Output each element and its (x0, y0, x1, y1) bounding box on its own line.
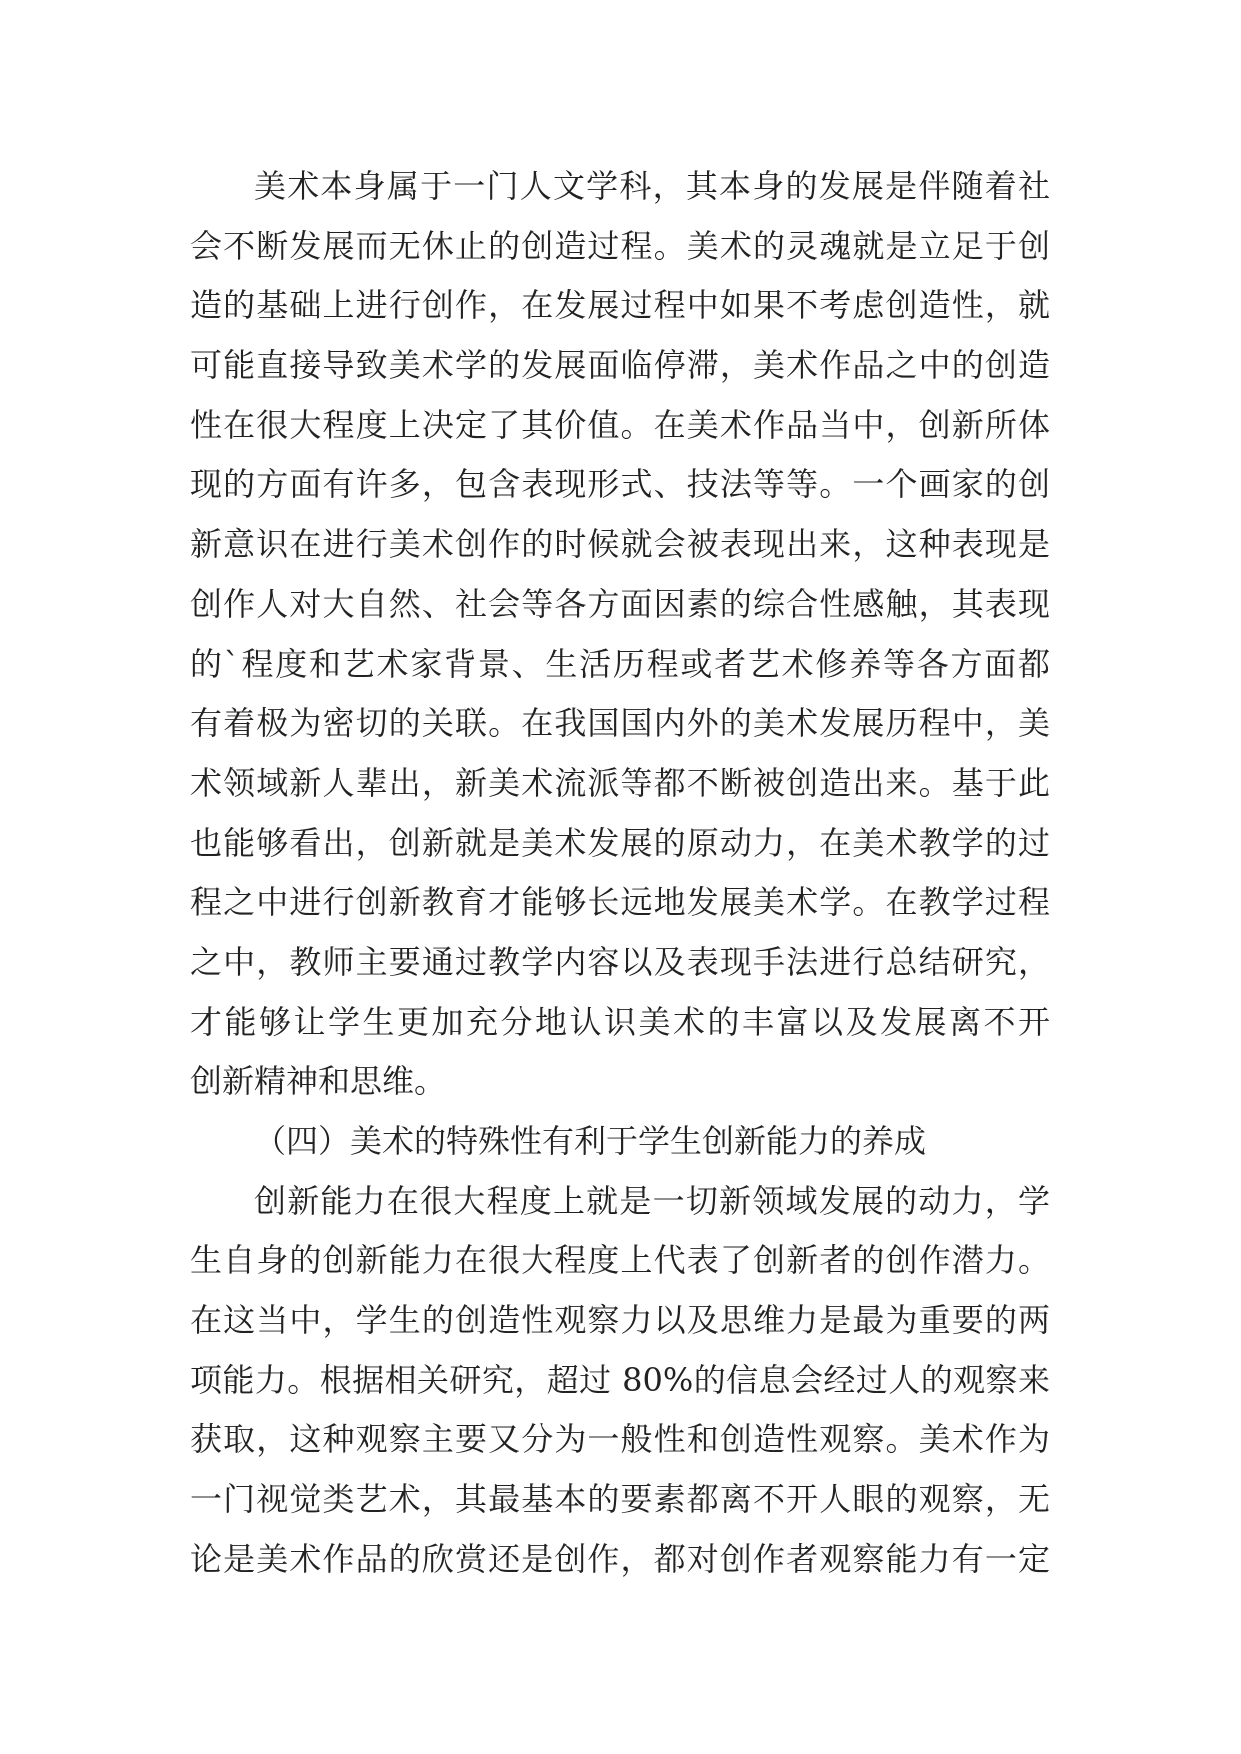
document-body (190, 157, 1050, 1590)
paragraph-1-line: 会不断发展而无休止的创造过程。美术的灵魂就是立足于创 (190, 226, 1050, 265)
paragraph-2-line: 一门视觉类艺术，其最基本的要素都离不开人眼的观察，无 (190, 1480, 1050, 1519)
paragraph-2-line: 在这当中，学生的创造性观察力以及思维力是最为重要的两 (190, 1301, 1050, 1340)
paragraph-1-line: 才能够让学生更加充分地认识美术的丰富以及发展离不开 (190, 1002, 1050, 1041)
section-heading: （四）美术的特殊性有利于学生创新能力的养成 (254, 1122, 927, 1160)
paragraph-1-line: 新意识在进行美术创作的时候就会被表现出来，这种表现是 (190, 525, 1050, 564)
paragraph-1-line: 术领域新人辈出，新美术流派等都不断被创造出来。基于此 (190, 763, 1050, 802)
paragraph-2-line: 论是美术作品的欣赏还是创作，都对创作者观察能力有一定 (190, 1539, 1050, 1578)
paragraph-1-line: 也能够看出，创新就是美术发展的原动力，在美术教学的过 (190, 823, 1050, 862)
paragraph-1-line: 创作人对大自然、社会等各方面因素的综合性感触，其表现 (190, 584, 1050, 623)
paragraph-1-line: 程之中进行创新教育才能够长远地发展美术学。在教学过程 (190, 883, 1050, 922)
paragraph-1-line: 创新精神和思维。 (190, 1062, 447, 1101)
paragraph-2-line: 生自身的创新能力在很大程度上代表了创新者的创作潜力。 (190, 1241, 1050, 1280)
paragraph-1-line: 性在很大程度上决定了其价值。在美术作品当中，创新所体 (190, 405, 1050, 444)
paragraph-1-line: 之中，教师主要通过教学内容以及表现手法进行总结研究， (190, 942, 1050, 981)
paragraph-2-line: 获取，这种观察主要又分为一般性和创造性观察。美术作为 (190, 1420, 1050, 1459)
paragraph-1-line: 可能直接导致美术学的发展面临停滞，美术作品之中的创造 (190, 346, 1050, 385)
paragraph-2-line: 创新能力在很大程度上就是一切新领域发展的动力，学 (254, 1181, 1050, 1220)
paragraph-2-line: 项能力。根据相关研究，超过 80%的信息会经过人的观察来 (190, 1360, 1050, 1399)
paragraph-1-line: 的`程度和艺术家背景、生活历程或者艺术修养等各方面都 (190, 644, 1050, 683)
paragraph-1-line: 美术本身属于一门人文学科，其本身的发展是伴随着社 (254, 167, 1050, 205)
paragraph-1-line: 造的基础上进行创作，在发展过程中如果不考虑创造性，就 (190, 286, 1050, 325)
paragraph-1-line: 有着极为密切的关联。在我国国内外的美术发展历程中，美 (190, 704, 1050, 743)
paragraph-1-line: 现的方面有许多，包含表现形式、技法等等。一个画家的创 (190, 465, 1050, 504)
